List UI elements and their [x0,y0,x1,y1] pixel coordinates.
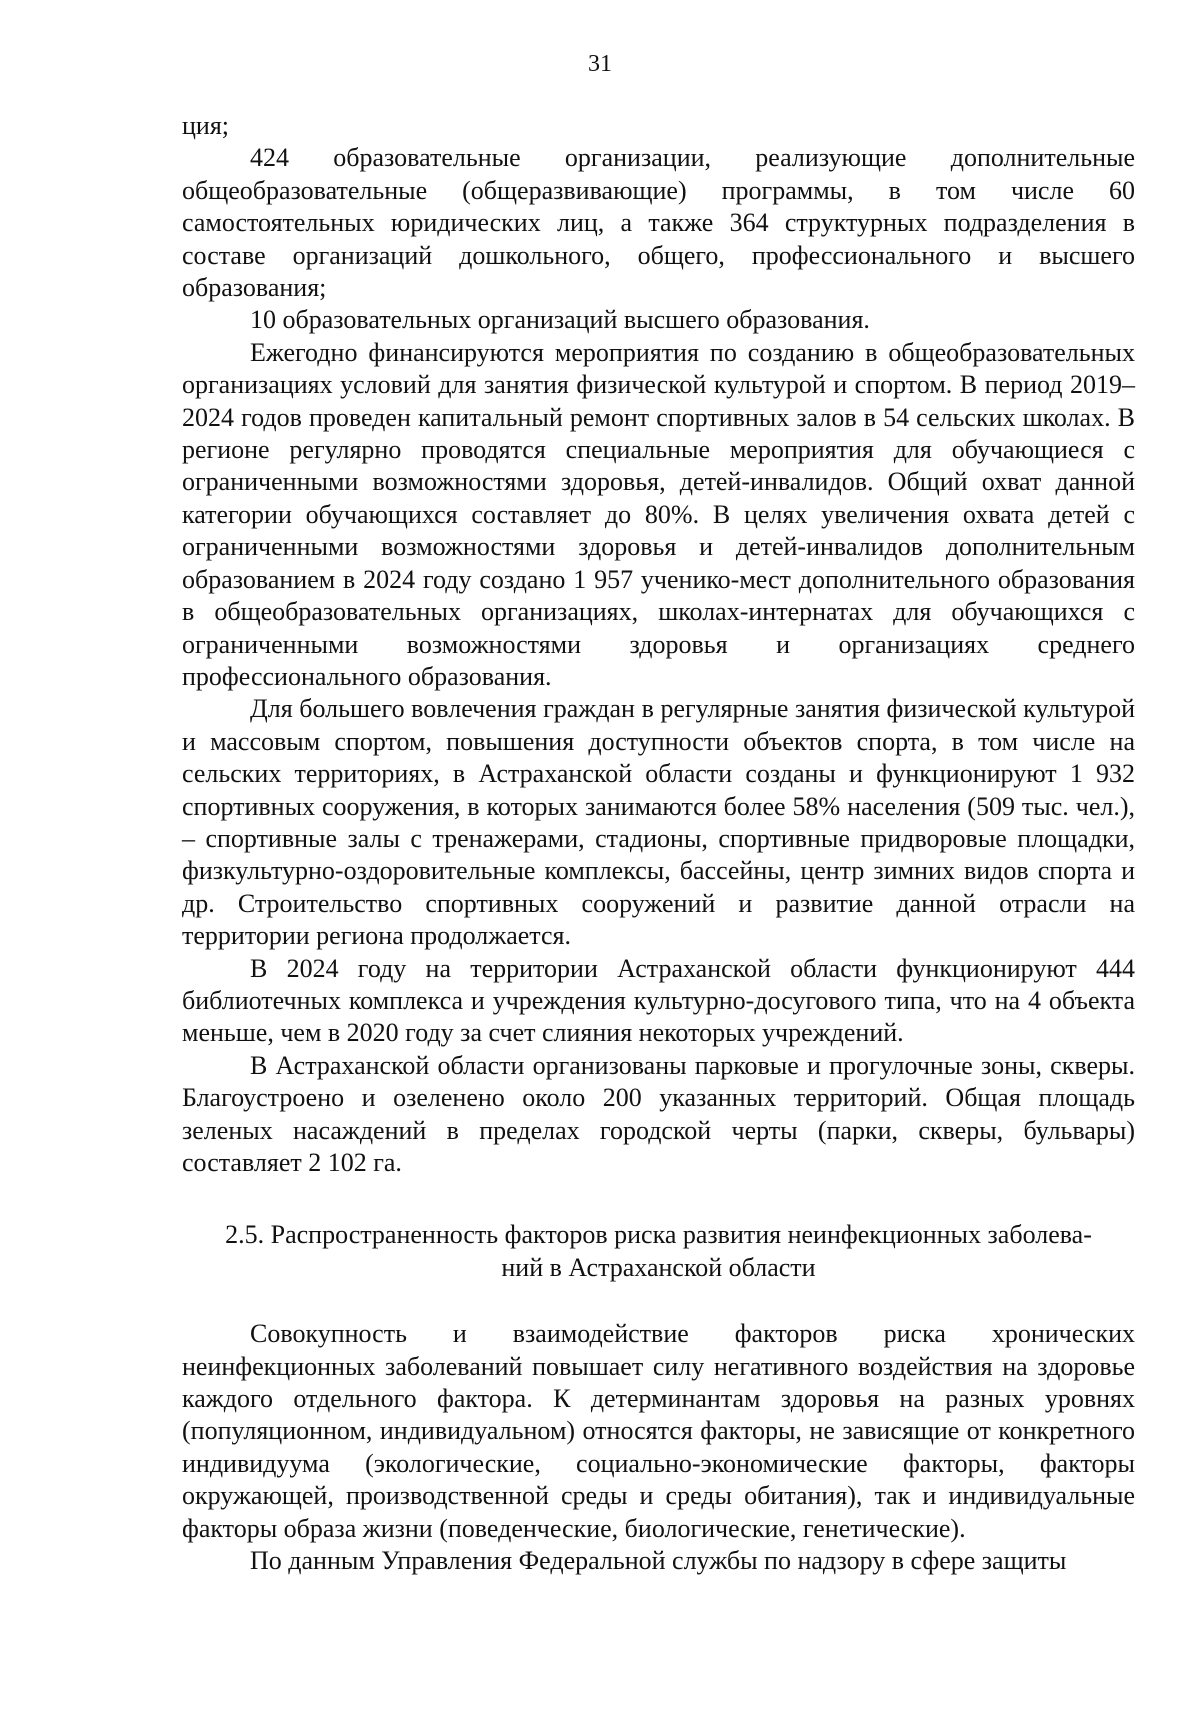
page-number: 31 [588,51,612,77]
section-heading [182,1219,1135,1284]
section-heading-line-1: 2.5. Распространенность факторов риска развития неинфекционных заболева- [225,1220,1092,1250]
paragraph-higher-education: 10 образовательных организаций высшего образования. [250,305,870,335]
section-heading-line-2: ний в Астраханской области [501,1252,816,1282]
paragraph-libraries: В 2024 году на территории Астраханской области функционируют 444 библиотечных комплекса и учреждения культурно-досугового типа, что на 4 объекта меньше, чем в 2020 году за счет слияния некоторых учреждений. [182,953,1135,1048]
paragraph-additional-education: 424 образовательные организации, реализующие дополнительные общеобразовательные (общеразвивающие) программы, в том числе 60 самостоятельных юридических лиц, а также 364 структурных подразделения в составе организаций дошкольного, общего, профессионального и высшего образования; [182,143,1135,303]
paragraph-continuation: ция; [182,111,230,140]
paragraph-rospotrebnadzor: По данным Управления Федеральной службы по надзору в сфере защиты [250,1546,1067,1576]
document-body [182,110,1135,1577]
paragraph-risk-factors: Совокупность и взаимодействие факторов риска хронических неинфекционных заболеваний повышает силу негативного воздействия на здоровье каждого отдельного фактора. К детерминантам здоровья на разных уровнях (популяционном, индивидуальном) относятся факторы, не зависящие от конкретного индивидуума (экологические, социально-экономические факторы, факторы окружающей, производственной среды и среды обитания), так и индивидуальные факторы образа жизни (поведенческие, биологические, генетические). [182,1319,1135,1543]
paragraph-sports-funding: Ежегодно финансируются мероприятия по созданию в общеобразовательных организациях условий для занятия физической культурой и спортом. В период 2019–2024 годов проведен капитальный ремонт спортивных залов в 54 сельских школах. В регионе регулярно проводятся специальные мероприятия для обучающиеся с ограниченными возможностями здоровья, детей-инвалидов. Общий охват данной категории обучающихся составляет до 80%. В целях увеличения охвата детей с ограниченными возможностями здоровья и детей-инвалидов дополнительным образованием в 2024 году создано 1 957 ученико-мест дополнительного образования в общеобразовательных организациях, школах-интернатах для обучающихся с ограниченными возможностями здоровья и организациях среднего профессионального образования. [182,337,1135,691]
paragraph-parks: В Астраханской области организованы парковые и прогулочные зоны, скверы. Благоустроено и озеленено около 200 указанных территорий. Общая площадь зеленых насаждений в пределах городской черты (парки, скверы, бульвары) составляет 2 102 га. [182,1050,1135,1177]
paragraph-sports-facilities: Для большего вовлечения граждан в регулярные занятия физической культурой и массовым спортом, повышения доступности объектов спорта, в том числе на сельских территориях, в Астраханской области созданы и функционируют 1 932 спортивных сооружения, в которых занимаются более 58% населения (509 тыс. чел.), – спортивные залы с тренажерами, стадионы, спортивные придворовые площадки, физкультурно-оздоровительные комплексы, бассейны, центр зимних видов спорта и др. Строительство спортивных сооружений и развитие данной отрасли на территории региона продолжается. [182,694,1135,951]
